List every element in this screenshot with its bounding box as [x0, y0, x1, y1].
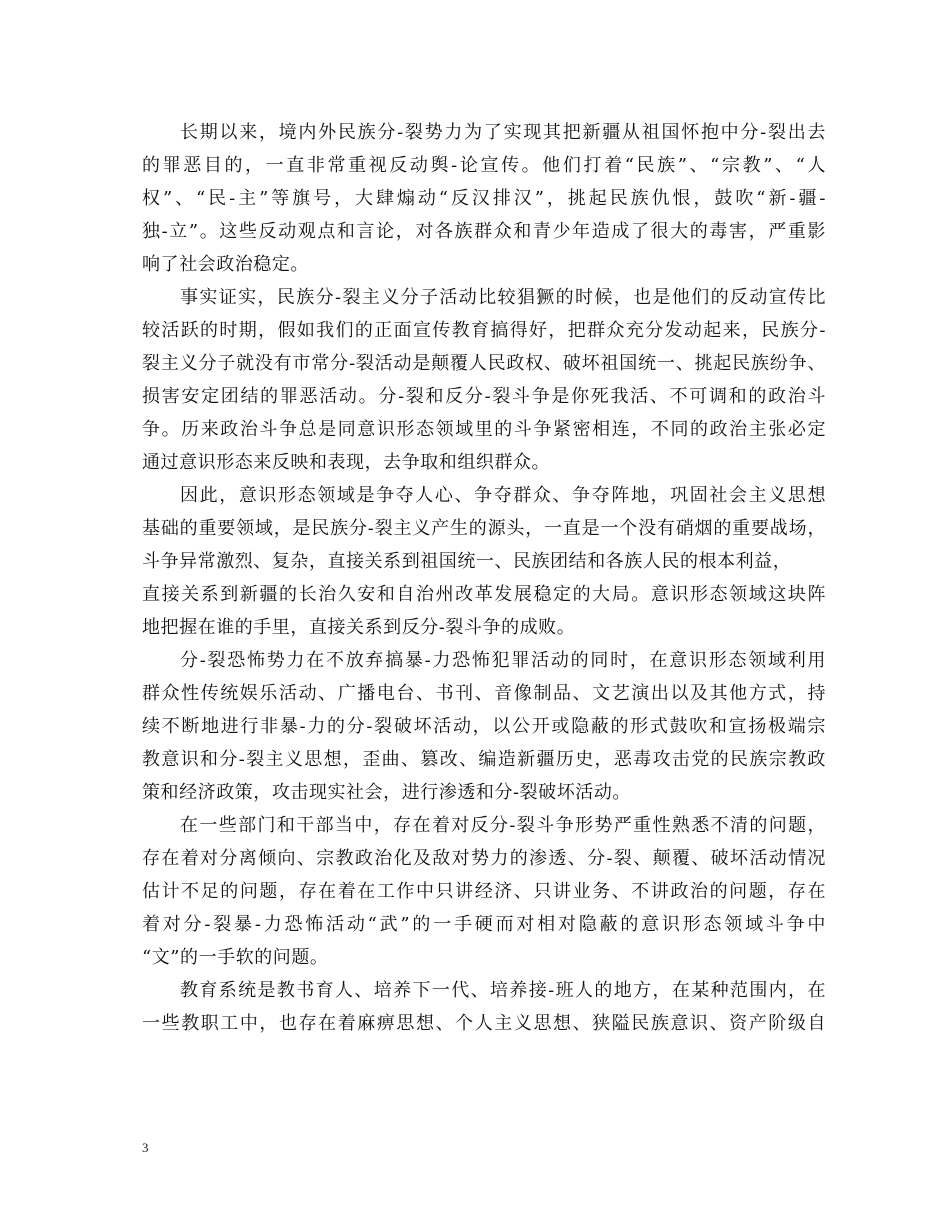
text-line: 较活跃的时期，假如我们的正面宣传教育搞得好，把群众充分发动起来，民族分- — [142, 320, 826, 341]
text-line: 的罪恶目的，一直非常重视反动舆-论宣传。他们打着“民族”、“宗教”、“人 — [142, 155, 826, 176]
text-line: 分-裂恐怖势力在不放弃搞暴-力恐怖犯罪活动的同时，在意识形态领域利用 — [180, 650, 826, 671]
text-line: 一些教职工中，也存在着麻痹思想、个人主义思想、狭隘民族意识、资产阶级自 — [142, 1013, 826, 1034]
text-line: 因此，意识形态领域是争夺人心、争夺群众、争夺阵地，巩固社会主义思想 — [180, 485, 826, 506]
paragraph-2 — [142, 281, 826, 479]
text-line: 裂主义分子就没有市常分-裂活动是颠覆人民政权、破坏祖国统一、挑起民族纷争、 — [142, 353, 826, 374]
document-body — [142, 116, 826, 1040]
text-line: 估计不足的问题，存在着在工作中只讲经济、只讲业务、不讲政治的问题，存在 — [142, 881, 826, 902]
text-line: 基础的重要领域，是民族分-裂主义产生的源头，一直是一个没有硝烟的重要战场， — [142, 518, 826, 539]
text-line: 群众性传统娱乐活动、广播电台、书刊、音像制品、文艺演出以及其他方式，持 — [142, 683, 826, 704]
text-line: 存在着对分离倾向、宗教政治化及敌对势力的渗透、分-裂、颠覆、破坏活动情况 — [142, 848, 826, 869]
text-line: 续不断地进行非暴-力的分-裂破坏活动，以公开或隐蔽的形式鼓吹和宣扬极端宗 — [142, 716, 826, 737]
text-line: “文”的一手软的问题。 — [142, 947, 329, 968]
text-line: 斗争异常激烈、复杂，直接关系到祖国统一、民族团结和各族人民的根本利益， — [142, 551, 792, 572]
text-line: 权”、“民-主”等旗号，大肆煽动“反汉排汉”，挑起民族仇恨，鼓吹“新-疆- — [142, 188, 826, 209]
paragraph-5 — [142, 809, 826, 974]
text-line: 通过意识形态来反映和表现，去争取和组织群众。 — [142, 452, 551, 473]
text-line: 响了社会政治稳定。 — [142, 254, 309, 275]
page-number: 3 — [142, 1140, 149, 1155]
text-line: 教育系统是教书育人、培养下一代、培养接-班人的地方，在某种范围内，在 — [180, 980, 826, 1001]
paragraph-4 — [142, 644, 826, 809]
text-line: 争。历来政治斗争总是同意识形态领域里的斗争紧密相连，不同的政治主张必定 — [142, 419, 826, 440]
paragraph-6 — [142, 974, 826, 1040]
text-line: 策和经济政策，攻击现实社会，进行渗透和分-裂破坏活动。 — [142, 782, 631, 803]
text-line: 地把握在谁的手里，直接关系到反分-裂斗争的成败。 — [142, 617, 576, 638]
paragraph-1 — [142, 116, 826, 281]
text-line: 着对分-裂暴-力恐怖活动“武”的一手硬而对相对隐蔽的意识形态领域斗争中 — [142, 914, 826, 935]
text-line: 在一些部门和干部当中，存在着对反分-裂斗争形势严重性熟悉不清的问题， — [180, 815, 826, 836]
text-line: 教意识和分-裂主义思想，歪曲、篡改、编造新疆历史，恶毒攻击党的民族宗教政 — [142, 749, 826, 770]
text-line: 直接关系到新疆的长治久安和自治州改革发展稳定的大局。意识形态领域这块阵 — [142, 584, 826, 605]
text-line: 独-立”。这些反动观点和言论，对各族群众和青少年造成了很大的毒害，严重影 — [142, 221, 826, 242]
text-line: 长期以来，境内外民族分-裂势力为了实现其把新疆从祖国怀抱中分-裂出去 — [180, 122, 826, 143]
paragraph-3 — [142, 479, 826, 644]
text-line: 损害安定团结的罪恶活动。分-裂和反分-裂斗争是你死我活、不可调和的政治斗 — [142, 386, 826, 407]
text-line: 事实证实，民族分-裂主义分子活动比较猖獗的时候，也是他们的反动宣传比 — [180, 287, 826, 308]
